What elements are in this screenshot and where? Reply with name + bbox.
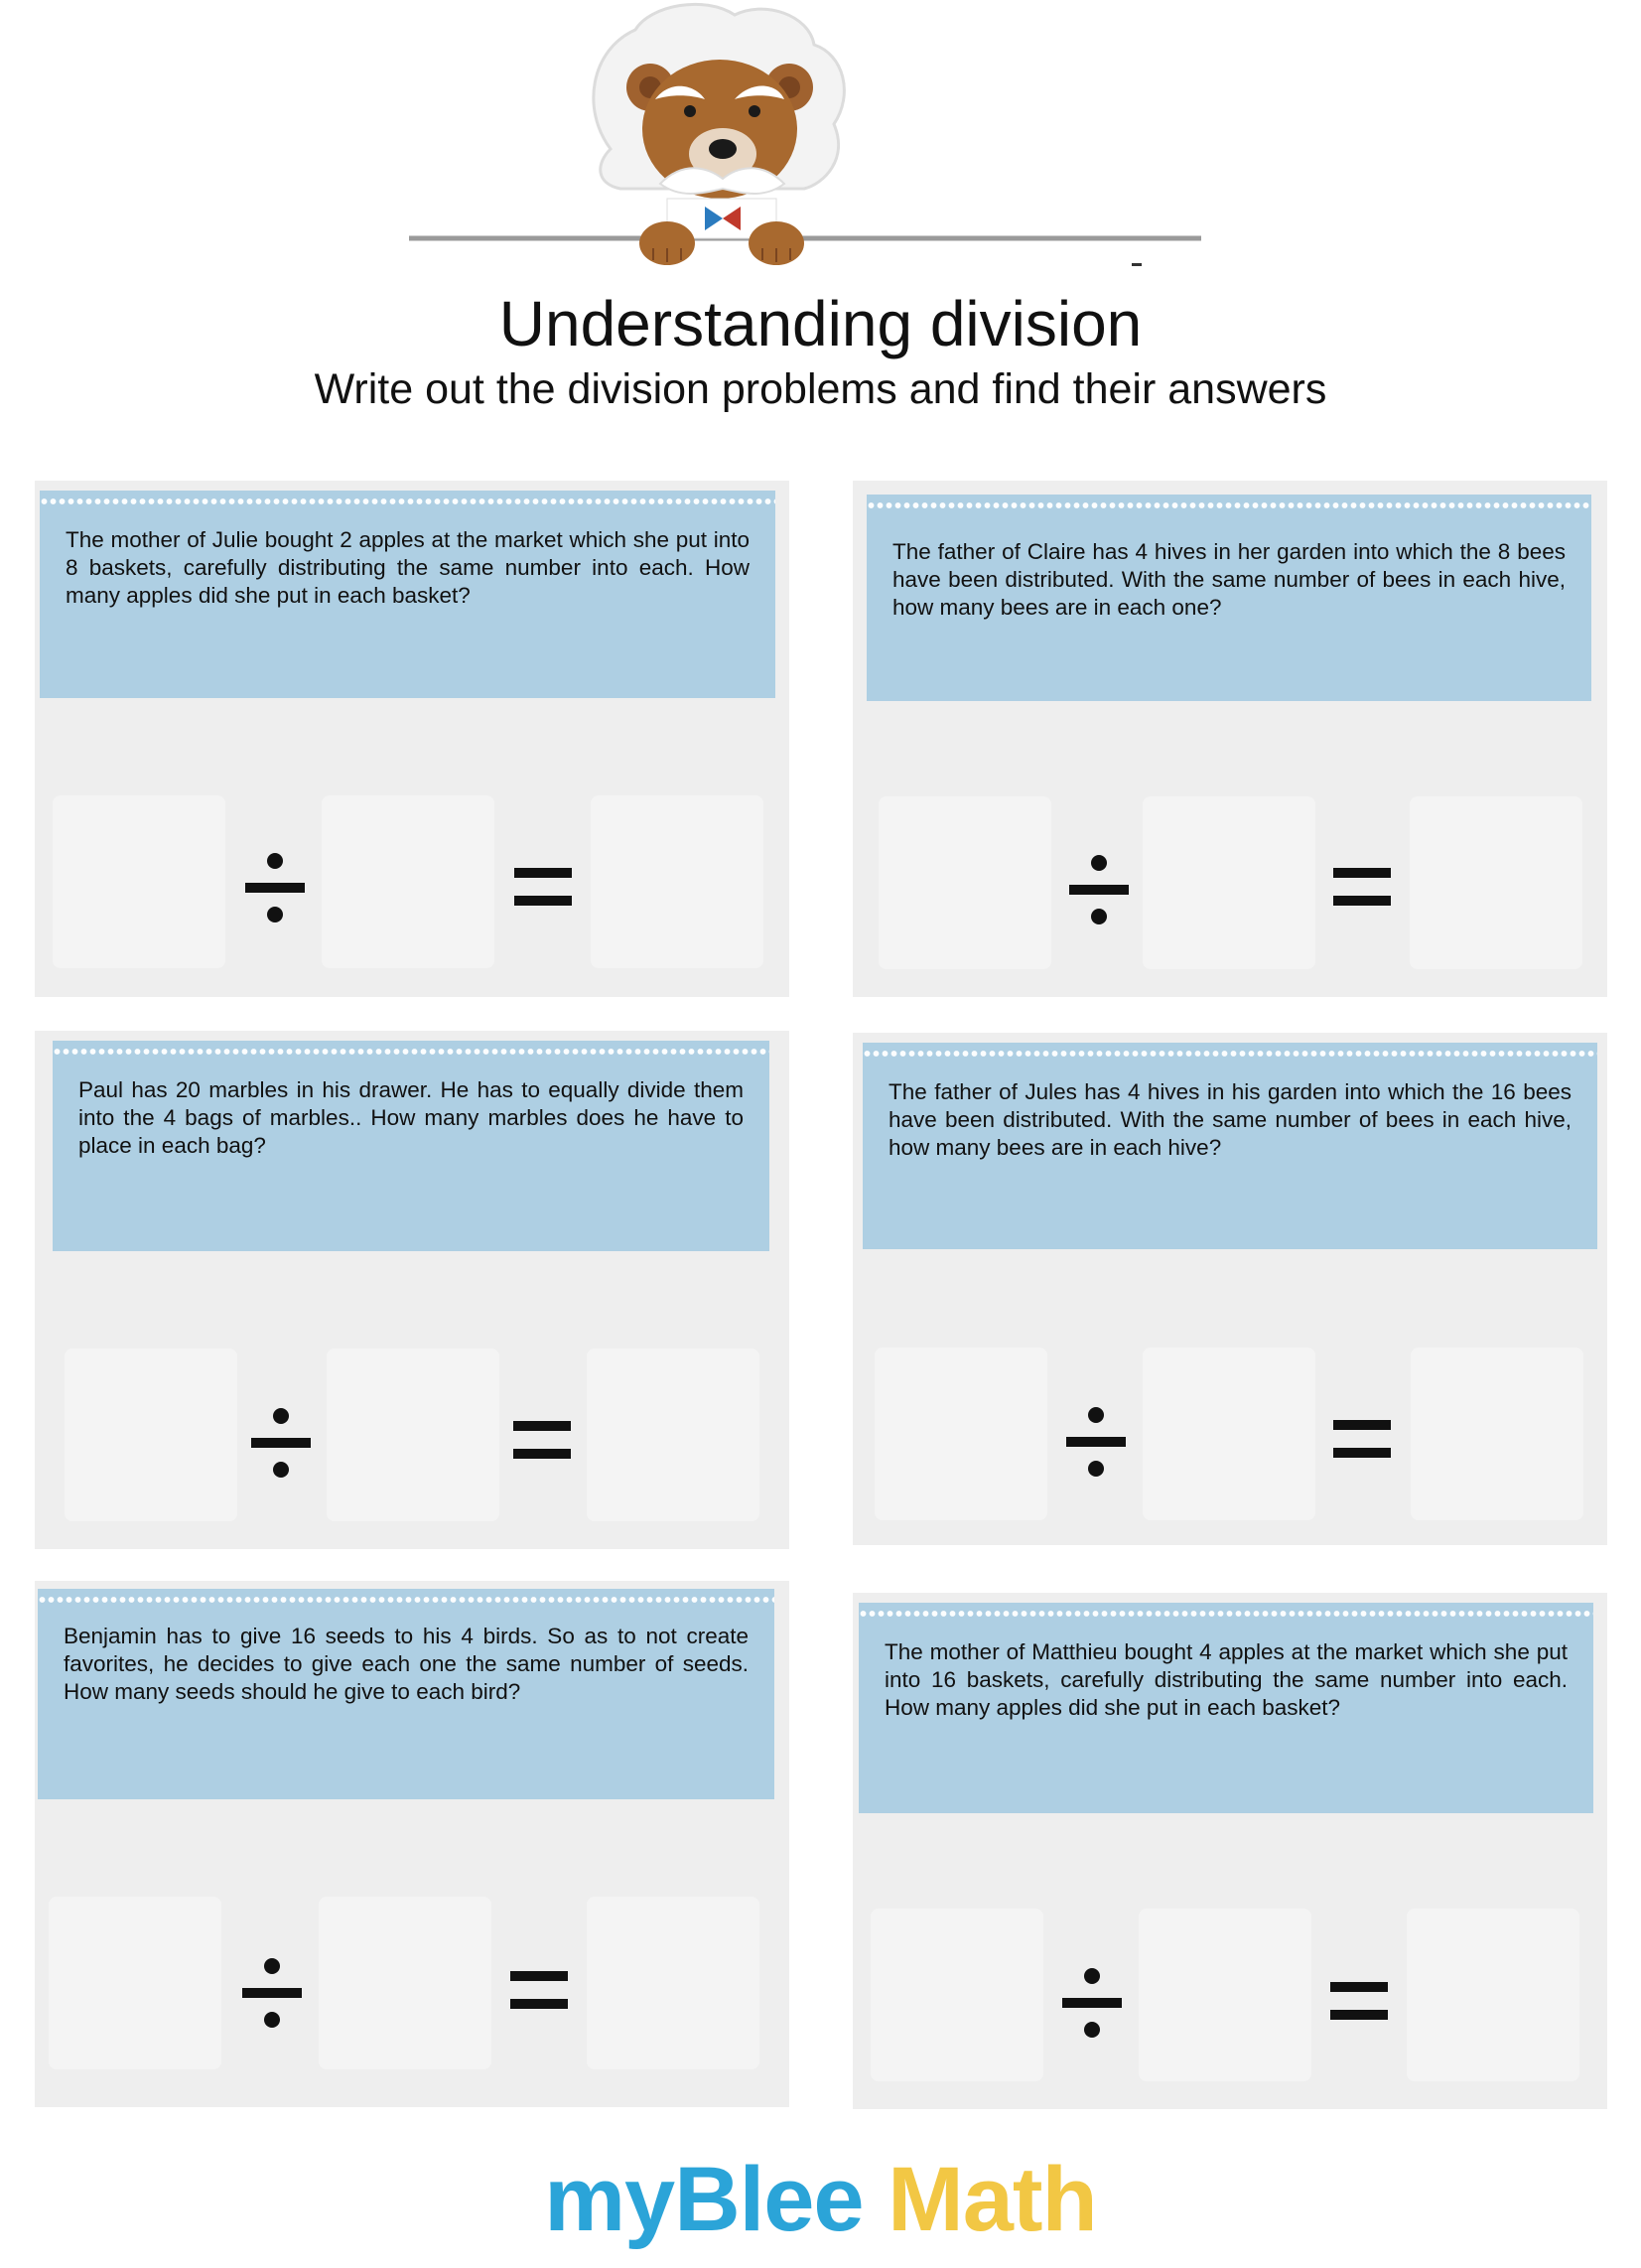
divide-icon: [1066, 1407, 1126, 1477]
equals-icon: [1333, 868, 1391, 906]
answer-box-quotient[interactable]: [1411, 1347, 1583, 1520]
problem-card-4: [853, 1033, 1607, 1545]
answer-box-divisor[interactable]: [322, 795, 494, 968]
equals-icon: [510, 1971, 568, 2009]
problem-text: The father of Jules has 4 hives in his garden into which the 16 bees have been distributed. With the same number of bees in each hive, how many bees are in each hive?: [889, 1079, 1572, 1160]
answer-box-dividend[interactable]: [879, 796, 1051, 969]
divide-icon: [251, 1408, 311, 1478]
problem-box: [38, 1589, 774, 1799]
page-title: Understanding division: [498, 288, 1143, 359]
perforation-edge: [867, 498, 1591, 512]
perforation-edge: [53, 1045, 769, 1059]
divide-icon: [1062, 1968, 1122, 2038]
perforation-edge: [38, 1593, 774, 1607]
divide-icon: [1069, 855, 1129, 924]
equals-icon: [514, 868, 572, 906]
problem-card-5: [35, 1581, 789, 2107]
answer-box-quotient[interactable]: [587, 1897, 759, 2069]
perforation-edge: [859, 1607, 1593, 1621]
problem-text: Benjamin has to give 16 seeds to his 4 birds. So as to not create favorites, he decides to give each one the same number of seeds. How many seeds should he give to each bird?: [64, 1624, 749, 1704]
answer-box-quotient[interactable]: [587, 1348, 759, 1521]
problem-box: [867, 495, 1591, 701]
perforation-edge: [40, 495, 775, 508]
problem-box: [40, 491, 775, 698]
answer-box-dividend[interactable]: [53, 795, 225, 968]
logo-math: Math: [888, 2149, 1097, 2250]
answer-box-divisor[interactable]: [319, 1897, 491, 2069]
equals-icon: [1330, 1982, 1388, 2020]
problem-box: [53, 1041, 769, 1251]
answer-box-quotient[interactable]: [1410, 796, 1582, 969]
problem-text: The father of Claire has 4 hives in her garden into which the 8 bees have been distributed. With the same number of bees in each hive, how many bees are in each one?: [892, 539, 1566, 620]
problem-box: [859, 1603, 1593, 1813]
answer-box-divisor[interactable]: [327, 1348, 499, 1521]
answer-box-quotient[interactable]: [1407, 1909, 1579, 2081]
answer-box-dividend[interactable]: [875, 1347, 1047, 1520]
problem-card-6: [853, 1593, 1607, 2109]
problem-card-1: [35, 481, 789, 997]
problem-card-2: [853, 481, 1607, 997]
problem-text: The mother of Julie bought 2 apples at the market which she put into 8 baskets, carefully distributing the same number into each. How many apples did she put in each basket?: [66, 527, 750, 608]
problem-box: [863, 1043, 1597, 1249]
divide-icon: [242, 1958, 302, 2028]
answer-box-quotient[interactable]: [591, 795, 763, 968]
answer-box-divisor[interactable]: [1139, 1909, 1311, 2081]
page-subtitle: Write out the division problems and find their answers: [314, 365, 1327, 413]
equals-icon: [1333, 1420, 1391, 1458]
divide-icon: [245, 853, 305, 922]
perforation-edge: [863, 1047, 1597, 1061]
problem-text: The mother of Matthieu bought 4 apples at the market which she put into 16 baskets, carefully distributing the same number into each. How many apples did she put in each basket?: [885, 1639, 1568, 1720]
equals-icon: [513, 1421, 571, 1459]
brand-logo: [0, 2145, 1641, 2254]
answer-box-dividend[interactable]: [65, 1348, 237, 1521]
answer-box-divisor[interactable]: [1143, 1347, 1315, 1520]
logo-my: myBlee: [544, 2149, 864, 2250]
problem-text: Paul has 20 marbles in his drawer. He has to equally divide them into the 4 bags of marbles.. How many marbles does he have to place in each bag?: [78, 1077, 744, 1158]
problem-card-3: [35, 1031, 789, 1549]
answer-box-divisor[interactable]: [1143, 796, 1315, 969]
answer-box-dividend[interactable]: [49, 1897, 221, 2069]
bear-mascot-icon: [407, 0, 1201, 273]
answer-box-dividend[interactable]: [871, 1909, 1043, 2081]
